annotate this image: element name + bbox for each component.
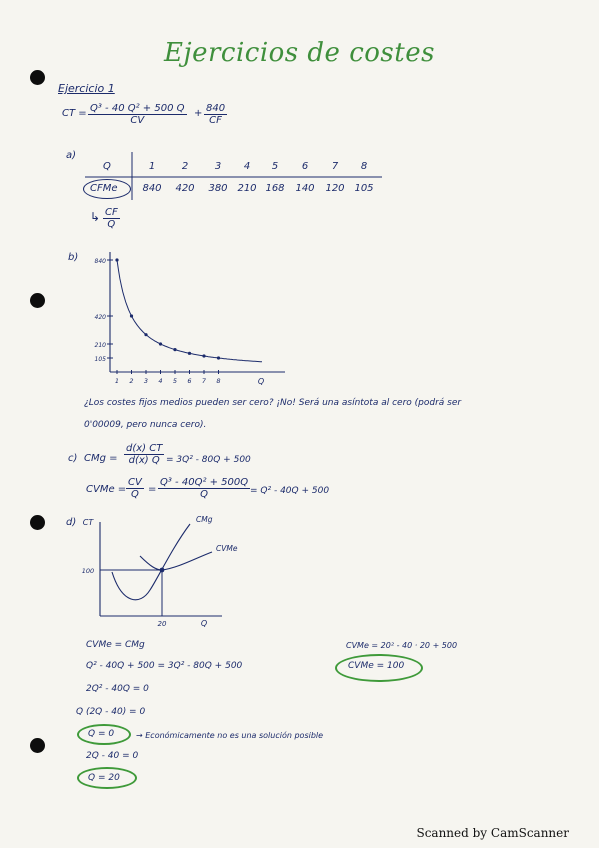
table-row-label: CFMe <box>90 183 118 194</box>
table-q-cell: 8 <box>360 161 368 172</box>
table-q-cell: 4 <box>243 161 251 172</box>
table-q-cell: 1 <box>148 161 156 172</box>
y-tick-label: 105 <box>94 356 106 363</box>
eq-line-1: CVMe = CMg <box>86 640 145 650</box>
cfme-fraction: $\frac{CF}{Q}$ <box>105 207 118 230</box>
eq-line-4: Q (2Q - 40) = 0 <box>76 707 146 717</box>
cmg-curve-label: CMg <box>196 515 213 524</box>
x-tick-label: 5 <box>172 377 178 385</box>
cv-numerator: Q³ - 40 Q² + 500 Q <box>90 103 185 114</box>
x-tick-label: 20 <box>157 620 167 628</box>
eq-line-3: 2Q² - 40Q = 0 <box>86 684 149 694</box>
cmg-fraction: $\frac{d(x) CT}{d(x) Q}$ <box>126 443 163 466</box>
question-b-line1: ¿Los costes fijos medios pueden ser cero? ¡No! Será una asíntota al cero (podrá ser <box>84 398 462 408</box>
cvme-rhs: = Q² - 40Q + 500 <box>250 486 330 496</box>
part-c-label: c) <box>68 453 78 464</box>
question-b-line2: 0'00009, pero nunca cero). <box>84 420 207 430</box>
y-tick-label: 840 <box>94 258 106 265</box>
right-eq: CVMe = 20² - 40 · 20 + 500 <box>346 641 458 650</box>
right-result-oval <box>335 654 423 682</box>
q-twenty-oval <box>77 767 137 789</box>
table-value-cell: 380 <box>208 183 228 194</box>
eq-2q: 2Q - 40 = 0 <box>86 751 139 761</box>
y-tick-label: 100 <box>81 567 95 575</box>
plus-sign: + <box>194 108 203 119</box>
table-q-cell: 3 <box>214 161 222 172</box>
cvme-curve-label: CVMe <box>216 544 238 553</box>
q-zero-oval <box>77 724 131 745</box>
cf-label: CF <box>209 115 222 126</box>
cvme-lhs: CVMe = <box>86 484 127 495</box>
table-value-cell: 840 <box>142 183 162 194</box>
x-axis-label: Q <box>200 619 208 628</box>
cmg-curve <box>112 524 190 600</box>
table-q-cell: 7 <box>331 161 339 172</box>
cvme-fraction-1: $\frac{CV}{Q}$ <box>128 477 142 500</box>
table-value-cell: 105 <box>354 183 374 194</box>
cvme-curve <box>140 552 212 570</box>
cmg-rhs: = 3Q² - 80Q + 500 <box>166 455 251 465</box>
table-header-q: Q <box>103 161 111 172</box>
x-tick-label: 4 <box>158 377 163 385</box>
table-q-cell: 2 <box>181 161 189 172</box>
cmg-lhs: CMg = <box>84 453 118 464</box>
x-tick-label: 2 <box>129 377 134 385</box>
cf-value: 840 <box>206 103 226 114</box>
q-zero: Q = 0 <box>88 729 115 739</box>
q-zero-note: → Económicamente no es una solución posible <box>136 731 324 740</box>
table-value-cell: 210 <box>237 183 257 194</box>
right-result: CVMe = 100 <box>348 661 405 671</box>
x-tick-label: 7 <box>201 377 207 385</box>
cfme-arrow: ↳ <box>90 210 101 224</box>
x-tick-label: 6 <box>187 377 192 385</box>
table-value-cell: 420 <box>175 183 195 194</box>
table-value-cell: 140 <box>295 183 315 194</box>
ct-prefix: CT = <box>62 108 87 119</box>
y-tick-label: 210 <box>94 342 106 349</box>
table-value-cell: 168 <box>265 183 285 194</box>
scanner-footer: Scanned by CamScanner <box>416 826 569 840</box>
cvme-equals: = <box>148 484 157 495</box>
exercise-label: Ejercicio 1 <box>58 82 115 95</box>
cv-label: CV <box>130 115 145 126</box>
part-a-label: a) <box>66 150 77 161</box>
part-d-label: d) <box>66 517 77 528</box>
x-tick-label: 8 <box>216 377 221 385</box>
page-title: Ejercicios de costes <box>164 38 435 68</box>
part-b-label: b) <box>68 252 79 263</box>
table-q-cell: 6 <box>301 161 309 172</box>
x-axis-label: Q <box>257 377 265 386</box>
intersection-point <box>160 568 165 573</box>
cvme-fraction-2: $\frac{\text{Q³ - 40Q² + 500Q}}{Q}$ <box>160 477 249 500</box>
x-tick-label: 1 <box>114 377 120 385</box>
x-tick-label: 3 <box>143 377 149 385</box>
y-axis-label: CT <box>82 518 94 527</box>
eq-line-2: Q² - 40Q + 500 = 3Q² - 80Q + 500 <box>86 661 243 671</box>
table-q-cell: 5 <box>271 161 279 172</box>
table-value-cell: 120 <box>325 183 345 194</box>
q-twenty: Q = 20 <box>88 773 120 783</box>
y-tick-label: 420 <box>94 314 106 321</box>
